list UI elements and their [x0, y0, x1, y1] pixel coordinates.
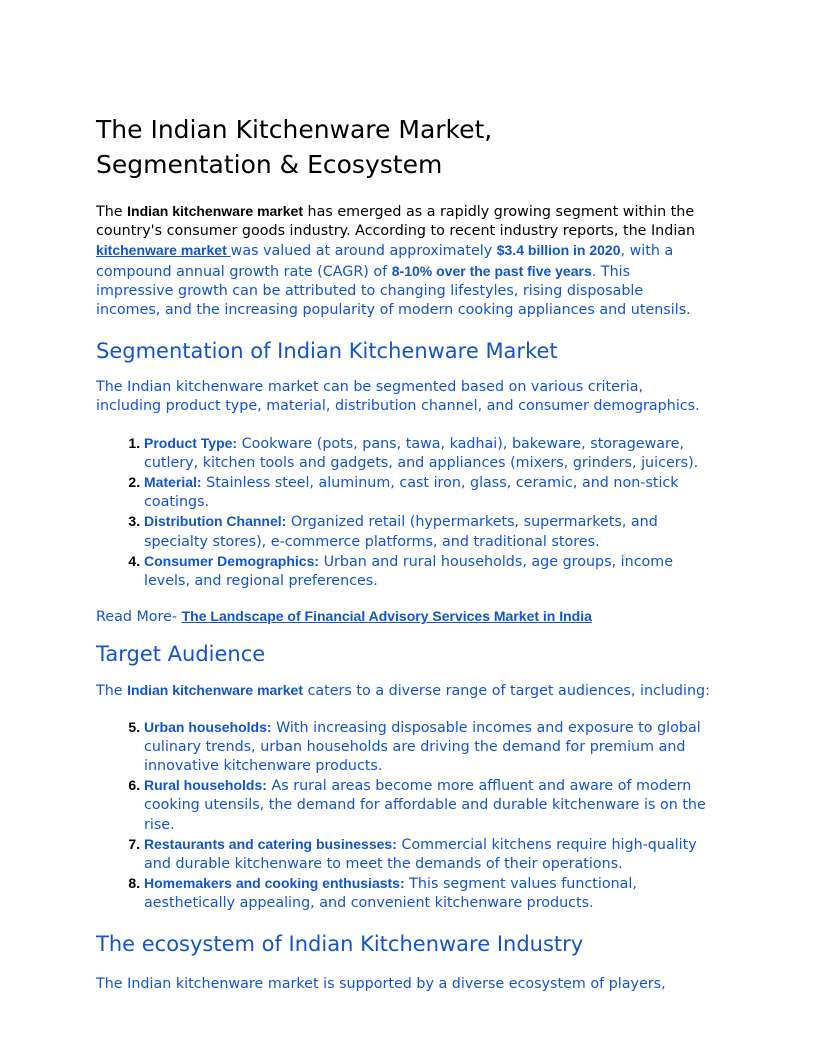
intro-bold-cagr: 8-10% over the past five years [391, 262, 592, 279]
audience-heading: Target Audience [96, 642, 266, 667]
list-item-text: Urban and rural households, age groups, income levels, and regional preferences. [144, 553, 674, 590]
intro-text-2: has emerged as a rapidly growing segment within the country's consumer goods industry. According to recent industry reports, the Indian [96, 204, 696, 240]
read-more-prefix: Read More- [96, 609, 182, 626]
list-item-text: As rural areas become more affluent and aware of modern cooking utensils, the demand for affordable and durable kitchenware is on the rise. [144, 778, 706, 833]
list-item [144, 835, 710, 874]
intro-bold-market: Indian kitchenware market [127, 203, 303, 219]
list-item-label: Material: [144, 474, 202, 491]
list-item-text: Organized retail (hypermarkets, supermarkets, and specialty stores), e-commerce platforms, and traditional stores. [144, 514, 658, 550]
intro-paragraph [96, 202, 710, 320]
list-item [144, 512, 710, 551]
audience-bold-market: Indian kitchenware market [127, 682, 303, 699]
kitchenware-market-link[interactable]: kitchenware market [96, 242, 231, 259]
page-title [96, 112, 710, 182]
audience-text-2: caters to a diverse range of target audiences, including: [302, 683, 710, 700]
list-item-text: Cookware (pots, pans, tawa, kadhai), bakeware, storageware, cutlery, kitchen tools and gadgets, and appliances (mixers, grinders, juicers). [144, 435, 699, 471]
list-item-label: Distribution Channel: [144, 513, 287, 530]
list-item [144, 718, 710, 777]
segmentation-list [96, 434, 710, 592]
list-item-text: This segment values functional, aesthetically appealing, and convenient kitchenware products. [144, 876, 637, 912]
document-page [96, 112, 710, 994]
title-line-2: Segmentation & Ecosystem [96, 150, 443, 179]
list-item-text: With increasing disposable incomes and exposure to global culinary trends, urban households are driving the demand for premium and innovative kitchenware products. [144, 719, 701, 775]
read-more-link[interactable]: The Landscape of Financial Advisory Services Market in India [181, 608, 592, 625]
read-more-line [96, 607, 710, 627]
ecosystem-heading: The ecosystem of Indian Kitchenware Industry [96, 931, 584, 956]
ecosystem-paragraph: The Indian kitchenware market is supported by a diverse ecosystem of players, [96, 975, 666, 992]
list-item-label: Homemakers and cooking enthusiasts: [144, 875, 405, 892]
intro-text-1: The [96, 204, 128, 220]
segmentation-heading: Segmentation of Indian Kitchenware Market [96, 339, 558, 364]
intro-text-5: . This impressive growth can be attributed to changing lifestyles, rising disposable incomes, and the increasing popularity of modern cooking appliances and utensils. [96, 263, 691, 319]
intro-text-3: was valued at around approximately [230, 243, 497, 260]
list-item [144, 874, 710, 913]
intro-bold-value: $3.4 billion in 2020 [496, 242, 621, 259]
audience-text-1: The [96, 683, 128, 700]
list-item-text: Commercial kitchens require high-quality and durable kitchenware to meet the demands of their operations. [144, 836, 697, 873]
list-item-label: Product Type: [144, 434, 238, 451]
list-item-label: Consumer Demographics: [144, 552, 320, 569]
audience-list [96, 718, 710, 914]
segmentation-paragraph: The Indian kitchenware market can be segmented based on various criteria, including product type, material, distribution channel, and consumer demographics. [96, 379, 700, 415]
intro-text-4: , with a compound annual growth rate (CAGR) of [96, 243, 674, 280]
list-item-label: Rural households: [144, 777, 267, 794]
list-item [144, 776, 710, 835]
list-item-text: Stainless steel, aluminum, cast iron, glass, ceramic, and non-stick coatings. [144, 475, 679, 511]
list-item [144, 434, 710, 473]
list-item [144, 552, 710, 591]
title-line-1: The Indian Kitchenware Market, [96, 115, 493, 144]
list-item-label: Urban households: [144, 718, 272, 735]
list-item-label: Restaurants and catering businesses: [144, 835, 397, 852]
list-item [144, 473, 710, 512]
audience-paragraph [96, 681, 710, 701]
